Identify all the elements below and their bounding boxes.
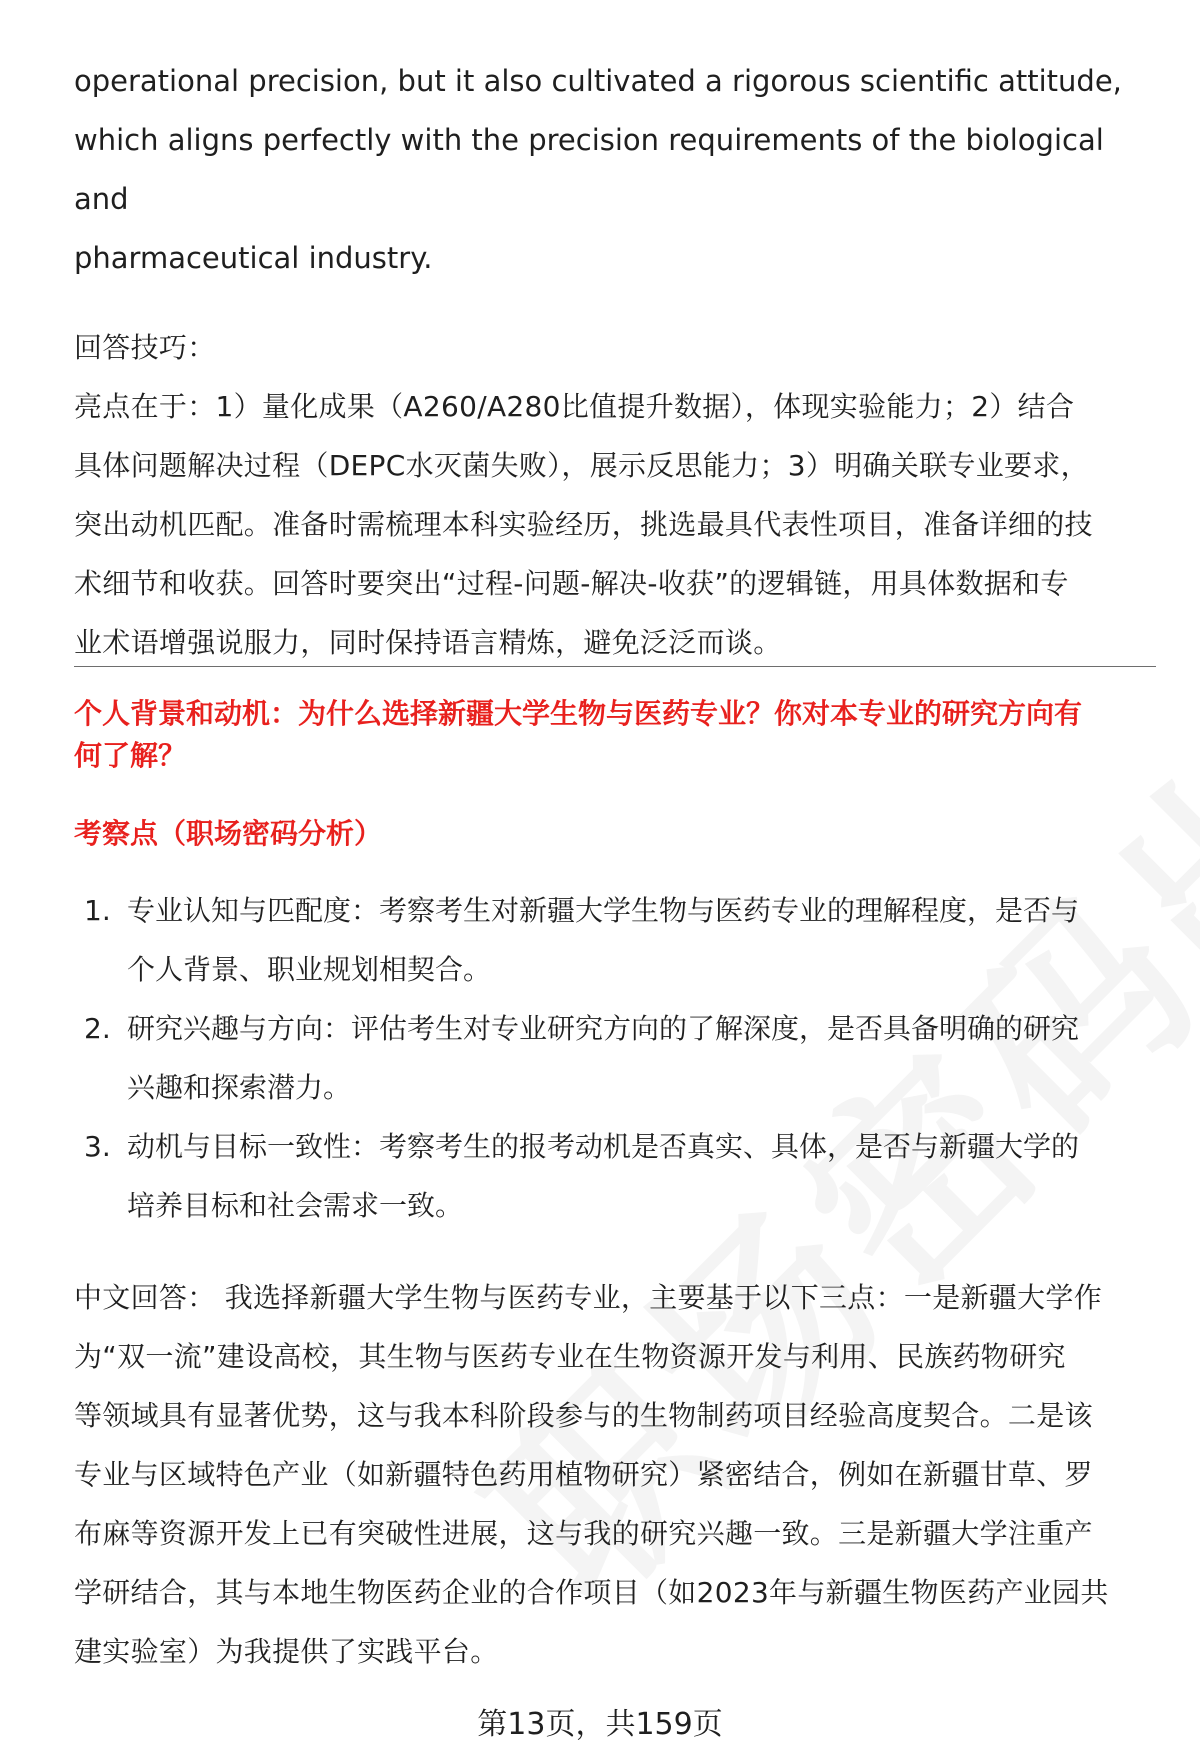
- answer-line: 学研结合，其与本地生物医药企业的合作项目（如2023年与新疆生物医药产业园共: [74, 1576, 1109, 1609]
- tips-line: 具体问题解决过程（DEPC水灭菌失败），展示反思能力；3）明确关联专业要求，: [74, 449, 1089, 482]
- answer-line: 建实验室）为我提供了实践平台。: [74, 1635, 499, 1668]
- section-divider: [74, 666, 1156, 667]
- list-item: [74, 1117, 1156, 1235]
- tips-heading: 回答技巧：: [74, 331, 216, 364]
- english-line: which aligns perfectly with the precision requirements of the biological and: [74, 123, 1104, 216]
- english-line: pharmaceutical industry.: [74, 241, 433, 275]
- answer-line: 布麻等资源开发上已有突破性进展，这与我的研究兴趣一致。三是新疆大学注重产: [74, 1517, 1093, 1550]
- list-item-line: 兴趣和探索潜力。: [127, 1071, 352, 1104]
- page-number: 第13页，共159页: [477, 1707, 723, 1742]
- assessment-title: 考察点（职场密码分析）: [74, 817, 383, 850]
- tips-line: 术细节和收获。回答时要突出“过程-问题-解决-收获”的逻辑链，用具体数据和专: [74, 567, 1069, 600]
- list-item-line: 个人背景、职业规划相契合。: [127, 953, 492, 986]
- answer-line: 为“双一流”建设高校，其生物与医药专业在生物资源开发与利用、民族药物研究: [74, 1340, 1066, 1373]
- answer-line: 等领域具有显著优势，这与我本科阶段参与的生物制药项目经验高度契合。二是该: [74, 1399, 1093, 1432]
- list-item-line: 培养目标和社会需求一致。: [127, 1189, 464, 1222]
- tips-line: 业术语增强说服力，同时保持语言精炼，避免泛泛而谈。: [74, 626, 782, 659]
- answer-line: 专业与区域特色产业（如新疆特色药用植物研究）紧密结合，例如在新疆甘草、罗: [74, 1458, 1093, 1491]
- answer-line: 中文回答： 我选择新疆大学生物与医药专业，主要基于以下三点：一是新疆大学作: [74, 1281, 1103, 1314]
- list-item-number: 1.: [84, 894, 111, 927]
- question-line: 何了解？: [74, 739, 187, 772]
- list-item-line: 研究兴趣与方向：评估考生对专业研究方向的了解深度，是否具备明确的研究: [127, 1012, 1080, 1045]
- assessment-list: [74, 881, 1156, 1235]
- english-line: operational precision, but it also cultivated a rigorous scientific attitude,: [74, 64, 1122, 98]
- list-item-line: 专业认知与匹配度：考察考生对新疆大学生物与医药专业的理解程度，是否与: [127, 894, 1080, 927]
- top-section: [74, 52, 1156, 672]
- question-heading: [74, 693, 1156, 777]
- answer-section: [74, 1268, 1156, 1681]
- list-item-line: 动机与目标一致性：考察考生的报考动机是否真实、具体，是否与新疆大学的: [127, 1130, 1080, 1163]
- list-item-number: 2.: [84, 1012, 111, 1045]
- list-item: [74, 881, 1156, 999]
- list-item-number: 3.: [84, 1130, 111, 1163]
- tips-line: 突出动机匹配。准备时需梳理本科实验经历，挑选最具代表性项目，准备详细的技: [74, 508, 1093, 541]
- list-item: [74, 999, 1156, 1117]
- tips-line: 亮点在于：1）量化成果（A260/A280比值提升数据），体现实验能力；2）结合: [74, 390, 1075, 423]
- question-line: 个人背景和动机：为什么选择新疆大学生物与医药专业？你对本专业的研究方向有: [74, 697, 1083, 730]
